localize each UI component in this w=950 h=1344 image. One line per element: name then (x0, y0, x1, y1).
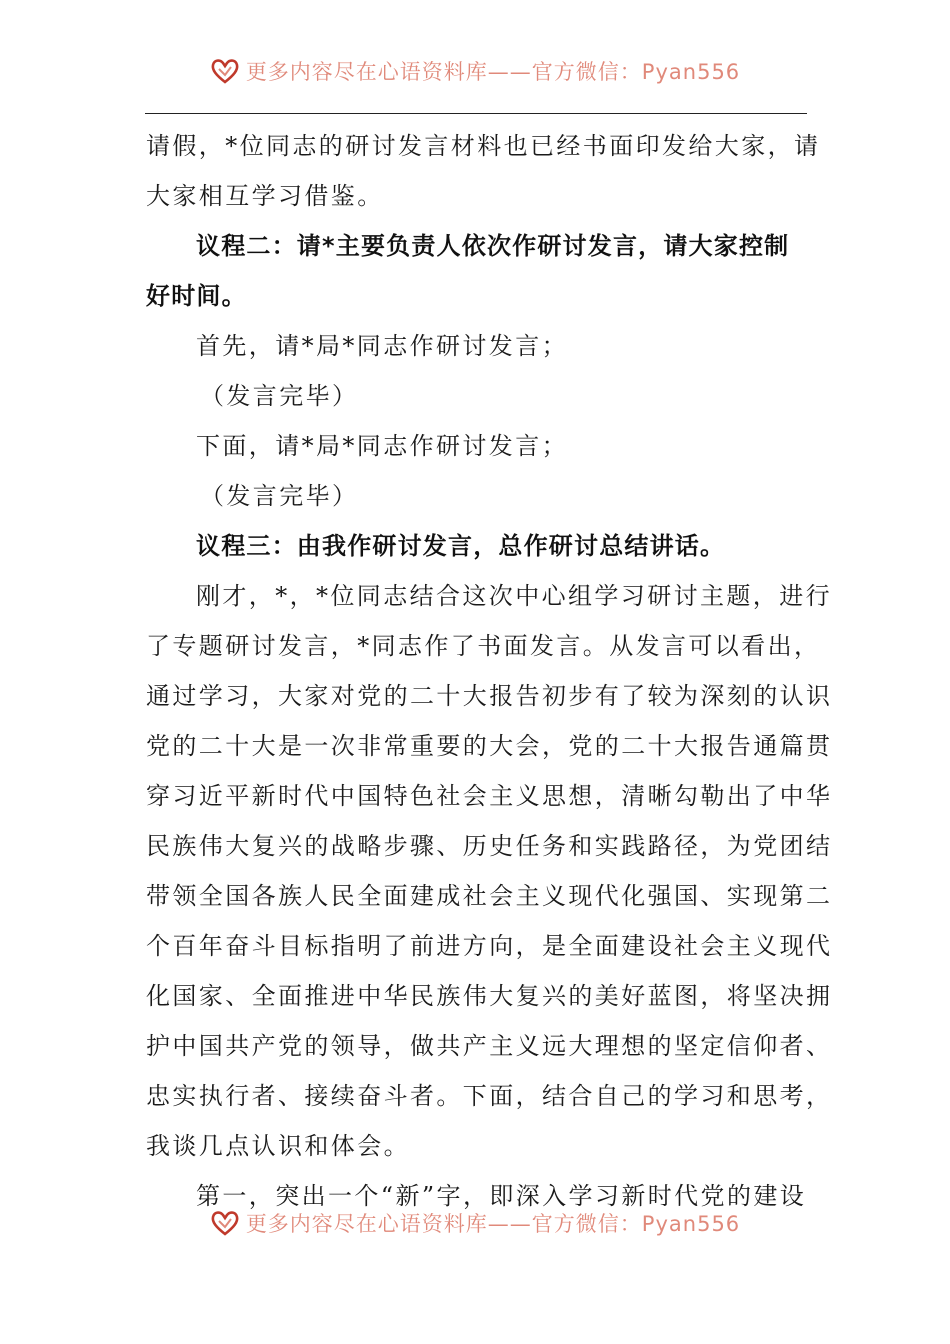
agenda-heading-3: 议程三：由我作研讨发言，总作研讨总结讲话。 (196, 532, 726, 560)
paragraph-line: 化国家、全面推进中华民族伟大复兴的美好蓝图，将坚决拥 (146, 982, 833, 1010)
paragraph-line: （发言完毕） (200, 382, 359, 410)
paragraph-line: 党的二十大是一次非常重要的大会，党的二十大报告通篇贯 (146, 732, 833, 760)
heart-logo-icon (210, 1209, 240, 1237)
footer-watermark (0, 1206, 950, 1240)
paragraph-line: 我谈几点认识和体会。 (146, 1132, 410, 1160)
paragraph-line: 穿习近平新时代中国特色社会主义思想，清晰勾勒出了中华 (146, 782, 833, 810)
paragraph-line: （发言完毕） (200, 482, 359, 510)
heart-logo-icon (210, 57, 240, 85)
paragraph-line: 通过学习，大家对党的二十大报告初步有了较为深刻的认识 (146, 682, 833, 710)
paragraph-line: 首先，请*局*同志作研讨发言； (196, 332, 568, 360)
watermark-text: 更多内容尽在心语资料库——官方微信：Pyan556 (245, 1212, 741, 1236)
agenda-heading-2: 议程二：请*主要负责人依次作研讨发言，请大家控制 (196, 232, 790, 260)
paragraph-line: 了专题研讨发言，*同志作了书面发言。从发言可以看出， (146, 632, 821, 660)
paragraph-line: 忠实执行者、接续奋斗者。下面，结合自己的学习和思考， (146, 1082, 833, 1110)
paragraph-line: 护中国共产党的领导，做共产主义远大理想的坚定信仰者、 (146, 1032, 833, 1060)
paragraph-line: 民族伟大复兴的战略步骤、历史任务和实践路径，为党团结 (146, 832, 833, 860)
paragraph-line: 第一，突出一个“新”字，即深入学习新时代党的建设 (196, 1182, 807, 1210)
header-watermark (0, 54, 950, 88)
header-divider (145, 113, 807, 114)
paragraph-line: 带领全国各族人民全面建成社会主义现代化强国、实现第二 (146, 882, 833, 910)
paragraph-line: 请假，*位同志的研讨发言材料也已经书面印发给大家，请 (146, 132, 821, 160)
paragraph-line: 刚才，*，*位同志结合这次中心组学习研讨主题，进行 (196, 582, 832, 610)
paragraph-line: 下面，请*局*同志作研讨发言； (196, 432, 568, 460)
watermark-text: 更多内容尽在心语资料库——官方微信：Pyan556 (245, 60, 741, 84)
paragraph-line: 个百年奋斗目标指明了前进方向，是全面建设社会主义现代 (146, 932, 833, 960)
document-body (146, 121, 833, 1221)
paragraph-line: 大家相互学习借鉴。 (146, 182, 384, 210)
agenda-heading-2-cont: 好时间。 (146, 282, 247, 310)
